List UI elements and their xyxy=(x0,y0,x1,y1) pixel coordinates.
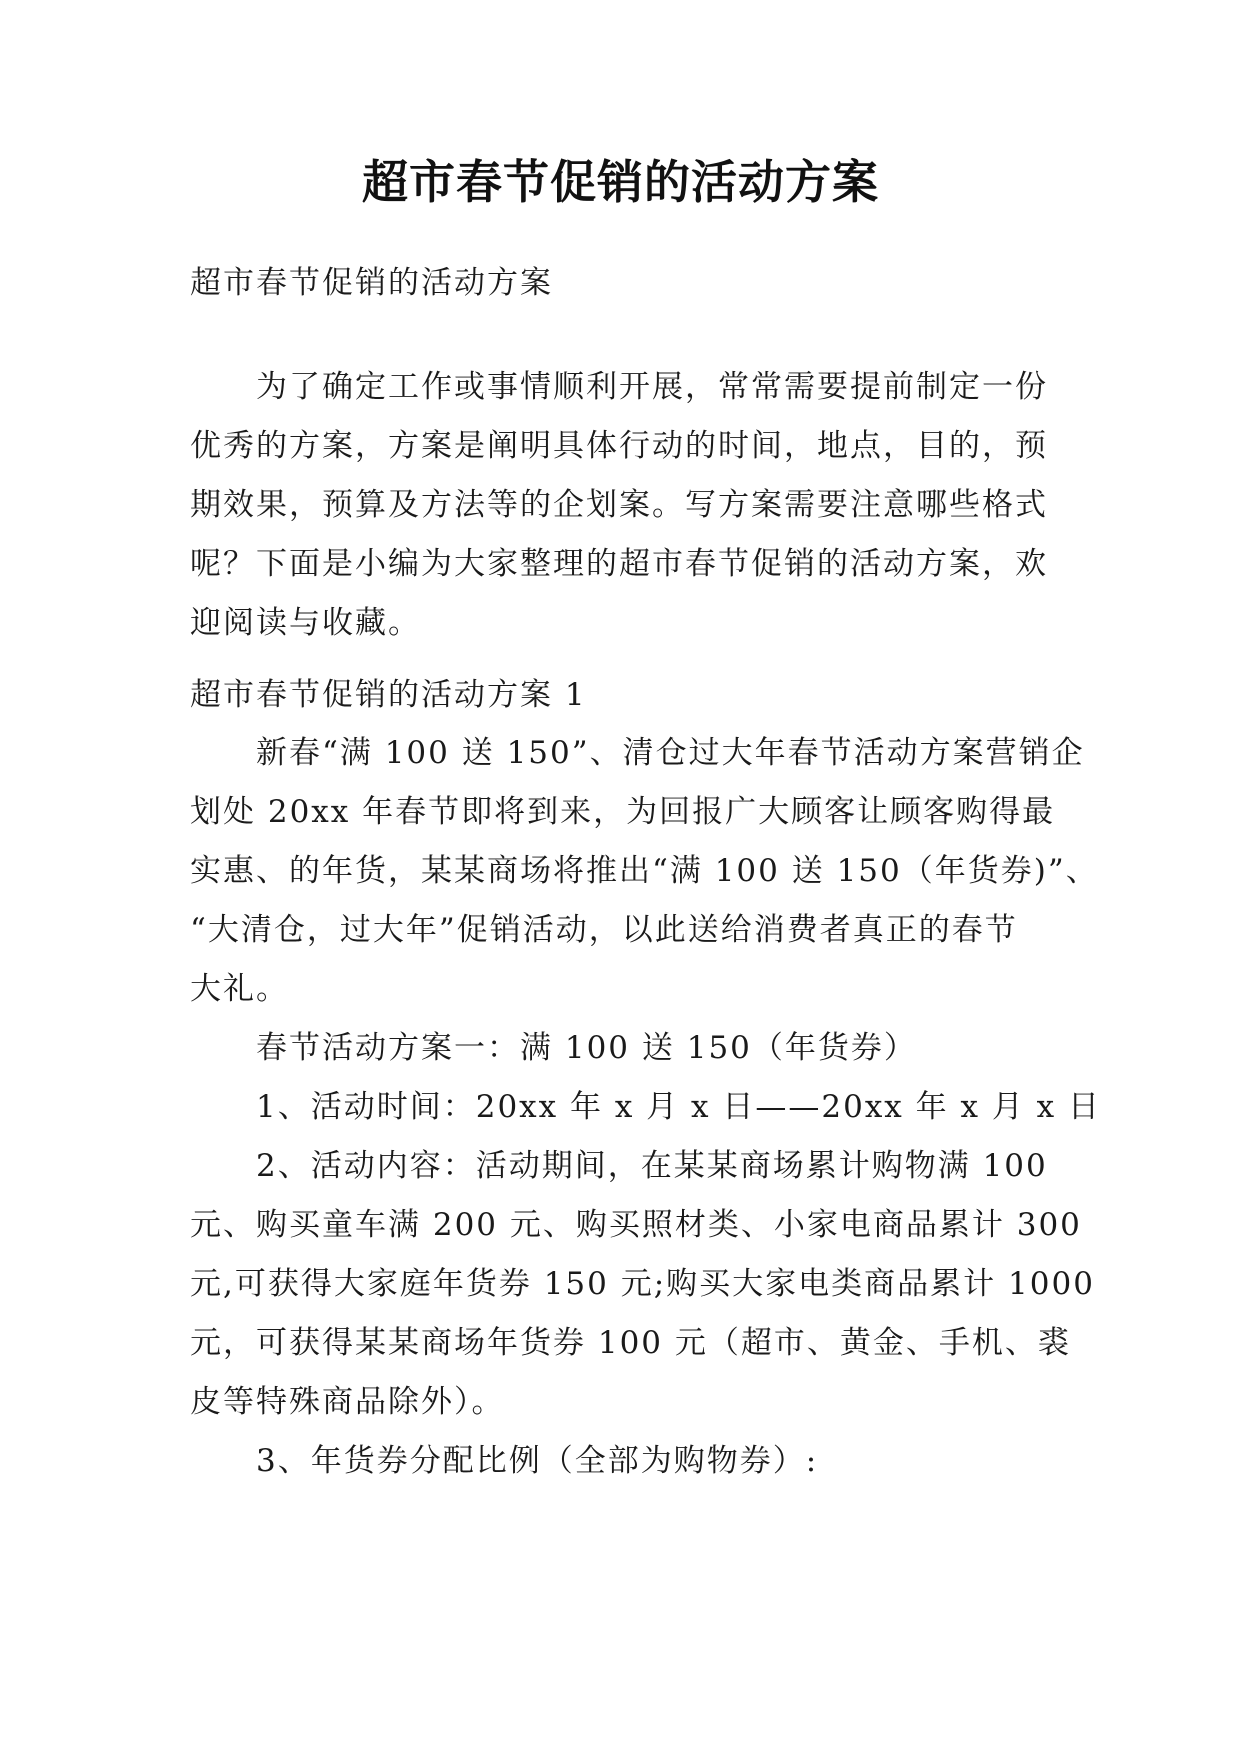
paragraph-line: 实惠、的年货，某某商场将推出“满 100 送 150（年货券)”、 xyxy=(190,853,1099,889)
paragraph-line: 优秀的方案，方案是阐明具体行动的时间，地点，目的，预 xyxy=(190,428,1048,464)
voucher-ratio: 3、年货券分配比例（全部为购物券）: xyxy=(256,1443,819,1479)
paragraph-line: 期效果，预算及方法等的企划案。写方案需要注意哪些格式 xyxy=(190,487,1048,523)
paragraph-line: 为了确定工作或事情顺利开展，常常需要提前制定一份 xyxy=(256,369,1048,405)
paragraph-line: 呢？下面是小编为大家整理的超市春节促销的活动方案，欢 xyxy=(190,546,1048,582)
paragraph-line: “大清仓，过大年”促销活动，以此送给消费者真正的春节 xyxy=(190,912,1018,948)
paragraph-line: 划处 20xx 年春节即将到来，为回报广大顾客让顾客购得最 xyxy=(190,794,1056,830)
paragraph-line: 2、活动内容：活动期间，在某某商场累计购物满 100 xyxy=(256,1148,1048,1184)
paragraph-line: 迎阅读与收藏。 xyxy=(190,605,421,641)
page-title: 超市春节促销的活动方案 xyxy=(362,155,879,209)
section-heading: 超市春节促销的活动方案 1 xyxy=(190,677,587,713)
intro-paragraph xyxy=(190,358,1070,653)
document-subtitle: 超市春节促销的活动方案 xyxy=(190,265,553,301)
plan-title: 春节活动方案一：满 100 送 150（年货券） xyxy=(256,1030,917,1066)
section-paragraph xyxy=(190,724,1102,1491)
paragraph-line: 新春“满 100 送 150”、清仓过大年春节活动方案营销企 xyxy=(256,735,1085,771)
paragraph-line: 皮等特殊商品除外）。 xyxy=(190,1384,505,1420)
paragraph-line: 元、购买童车满 200 元、购买照材类、小家电商品累计 300 xyxy=(190,1207,1082,1243)
paragraph-line: 大礼。 xyxy=(190,971,289,1007)
activity-time: 1、活动时间：20xx 年 x 月 x 日——20xx 年 x 月 x 日 xyxy=(256,1089,1102,1125)
paragraph-line: 元,可获得大家庭年货券 150 元;购买大家电类商品累计 1000 xyxy=(190,1266,1095,1302)
paragraph-line: 元，可获得某某商场年货券 100 元（超市、黄金、手机、裘 xyxy=(190,1325,1071,1361)
